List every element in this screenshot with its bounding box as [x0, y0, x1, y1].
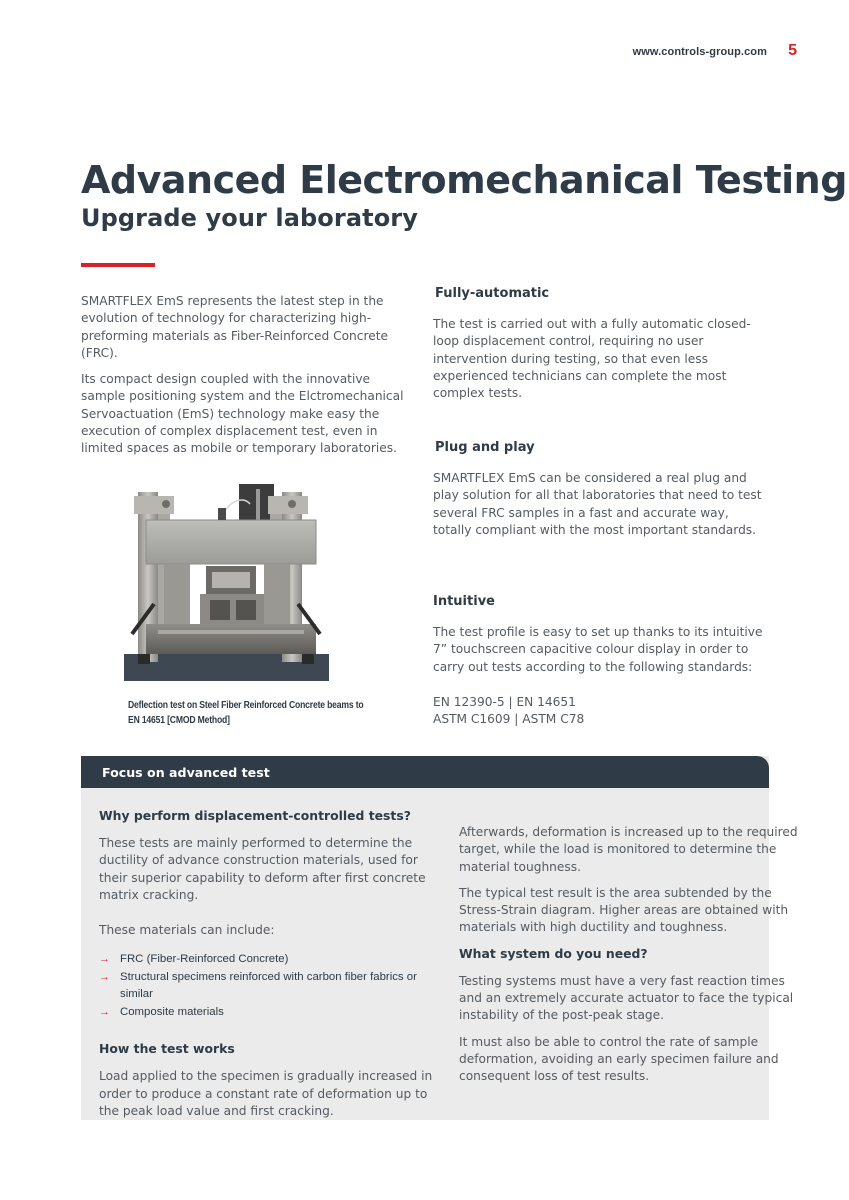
- focus-header: [81, 756, 769, 788]
- caption-line: Deflection test on Steel Fiber Reinforced Concrete beams to: [128, 700, 364, 711]
- system-text-2: It must also be able to control the rate of sample deformation, avoiding an early specimen failure and consequent loss of test results.: [459, 1034, 779, 1084]
- standards-line: EN 12390-5 | EN 14651: [433, 694, 576, 709]
- how-heading: How the test works: [99, 1041, 235, 1057]
- photo-caption: [128, 698, 364, 728]
- list-item-text: FRC (Fiber-Reinforced Concrete): [120, 953, 289, 966]
- feature-plug-and-play: [433, 440, 763, 539]
- page-title: Advanced Electromechanical Testing: [81, 158, 847, 202]
- page-number: 5: [788, 42, 797, 59]
- focus-right-column: [459, 824, 799, 1095]
- focus-panel: [81, 756, 798, 1120]
- accent-rule: [81, 263, 155, 267]
- caption-line: EN 14651 [CMOD Method]: [128, 715, 230, 726]
- arrow-right-icon: →: [99, 953, 110, 966]
- page-subtitle: Upgrade your laboratory: [81, 204, 418, 232]
- list-item: [99, 951, 439, 968]
- focus-left-column: [99, 808, 439, 1129]
- feature-heading: Fully-automatic: [435, 286, 550, 301]
- system-heading: What system do you need?: [459, 945, 648, 961]
- intro-paragraph-2: Its compact design coupled with the innovative sample positioning system and the Elctromechanical Servoactuation (EmS) technology make easy the execution of complex displacement test, even in limited spaces as mobile or temporary laboratories.: [81, 372, 404, 456]
- standards-line: ASTM C1609 | ASTM C78: [433, 712, 585, 727]
- feature-fully-automatic: [433, 286, 763, 402]
- list-item: [99, 969, 439, 1003]
- list-item: [99, 1004, 439, 1021]
- focus-title: Focus on advanced test: [102, 765, 270, 780]
- list-item-text: Structural specimens reinforced with carbon fiber fabrics or similar: [120, 971, 417, 1001]
- feature-text: The test profile is easy to set up thanks to its intuitive 7” touchscreen capacitive colour display in order to carry out tests according to the following standards:: [433, 625, 763, 674]
- afterwards-text: Afterwards, deformation is increased up to the required target, while the load is monitored to determine the material toughness.: [459, 825, 798, 874]
- feature-text: SMARTFLEX EmS can be considered a real plug and play solution for all that laboratories that need to test several FRC samples in a fast and accurate way, totally compliant with the most important standards.: [433, 471, 762, 537]
- why-text: These tests are mainly performed to determine the ductility of advance construction materials, used for their superior capability to deform after first concrete matrix cracking.: [99, 836, 426, 902]
- arrow-right-icon: →: [99, 971, 110, 984]
- why-heading: Why perform displacement-controlled tests?: [99, 808, 411, 823]
- feature-text: The test is carried out with a fully automatic closed-loop displacement control, requiring no user intervention during testing, so that even less experienced technicians can complete the most complex tests.: [433, 317, 751, 401]
- how-text: Load applied to the specimen is gradually increased in order to produce a constant rate of deformation up to the peak load value and first cracking.: [99, 1069, 433, 1119]
- list-item-text: Composite materials: [120, 1006, 224, 1019]
- testing-machine-photo: [124, 484, 329, 681]
- feature-heading: Intuitive: [433, 594, 495, 609]
- feature-heading: Plug and play: [435, 440, 535, 455]
- result-text: The typical test result is the area subtended by the Stress-Strain diagram. Higher areas are obtained with materials with high ductility and toughness.: [459, 885, 789, 935]
- feature-intuitive: [433, 594, 763, 728]
- arrow-right-icon: →: [99, 1006, 110, 1019]
- materials-list: [99, 951, 439, 1021]
- intro-text: [81, 293, 416, 467]
- intro-paragraph-1: SMARTFLEX EmS represents the latest step in the evolution of technology for characterizing high-preforming materials as Fiber-Reinforced Concrete (FRC).: [81, 294, 389, 360]
- materials-intro: These materials can include:: [99, 923, 275, 938]
- standards-list: [433, 694, 763, 729]
- header-url: www.controls-group.com: [632, 46, 767, 58]
- system-text-1: Testing systems must have a very fast reaction times and an extremely accurate actuator to face the typical instability of the post-peak stage.: [459, 973, 794, 1023]
